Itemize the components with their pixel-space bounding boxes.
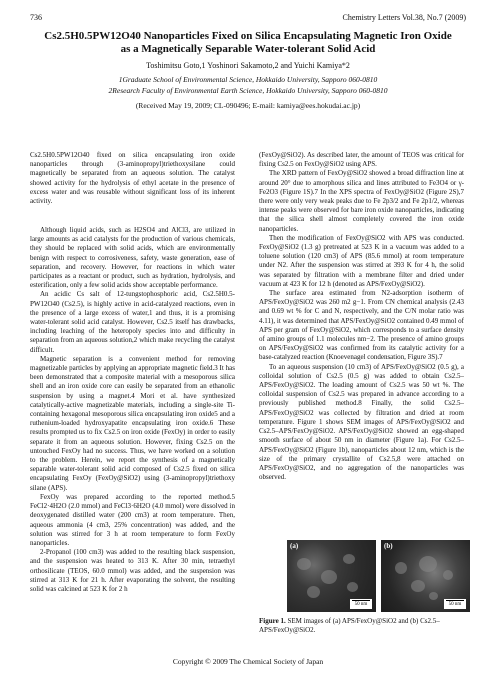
paragraph: To an aqueous suspension (10 cm3) of APS/FexOy@SiO2 (0.5 g), a colloidal solution of Cs2.5 (0.5 g) was added to obtain Cs2.5–APS/FexOy@SiO2. The loading amount of Cs2.5 was 50 wt %. The colloidal suspension of Cs2.5 was prepared in advance according to a previously published method.8 Finally, the solid Cs2.5–APS/FexOy@SiO2 was collected by filtration and dried at room temperature. Figure 1 shows SEM images of APS/FexOy@SiO2 and Cs2.5–APS/FexOy@SiO2. APS/FexOy@SiO2 showed an egg-shaped smooth surface of about 50 nm in diameter (Figure 1a). For Cs2.5–APS/FexOy@SiO2 (Figure 1b), nanoparticles about 12 nm, which is the size of the primary crystallite of Cs2.5,8 were attached on APS/FexOy@SiO2, and no aggregation of the nanoparticles was observed. [259,362,464,482]
paragraph: The XRD pattern of FexOy@SiO2 showed a broad diffraction line at around 20° due to amorphous silica and lines attributed to Fe3O4 or γ-Fe2O3 (Figure 1S).7 In the XPS spectra of FexOy@SiO2 (Figure 2S),7 there were only very weak peaks due to Fe 2p3/2 and Fe 2p1/2, whereas intense peaks were observed for bare iron oxide nanoparticles, indicating that the silica shell almost completely covered the iron oxide nanoparticles. [259,169,464,233]
article-title [30,30,466,56]
scale-bar-a: 50 nm [350,599,372,609]
paragraph: Magnetic separation is a convenient method for removing magnetizable particles by applying an appropriate magnetic field.3 It has been demonstrated that a composite material with a mesoporous silica shell and an iron oxide core can easily be separated from an ethanolic suspension by using a magnet.4 Mori et al. have synthesized catalytically-active magnetizable materials, including a single-site Ti-containing hexagonal mesoporous silica encapsulating iron oxide5 and a ruthenium-loaded hydroxyapatite encapsulating iron oxide.6 These results prompted us to fix Cs2.5 on iron oxide (FexOy) in order to easily separate it from an aqueous solution. However, fixing Cs2.5 on the untouched FexOy had no success. Thus, we have worked on a solution to the problem. Herein, we report the synthesis of a magnetically separable water-tolerant solid acid composed of Cs2.5 fixed on silica encapsulating FexOy (FexOy@SiO2) using (3-aminopropyl)triethoxy silane (APS). [30,354,235,492]
panel-label-a: (a) [290,542,299,550]
journal-citation: Chemistry Letters Vol.38, No.7 (2009) [342,13,466,22]
figure-1 [287,540,470,612]
paragraph: (FexOy@SiO2). As described later, the amount of TEOS was critical for fixing Cs2.5 on FexOy@SiO2 using APS. [259,151,464,169]
left-column [30,226,235,638]
author-list: Toshimitsu Goto,1 Yoshinori Sakamoto,2 and Yuichi Kamiya*2 [146,61,350,70]
paragraph: Although liquid acids, such as H2SO4 and AlCl3, are utilized in large amounts as acid catalysts for the production of various chemicals, they should be replaced with solid acids, which are environmentally benign with respect to corrosiveness, safety, waste generation, ease of separation, and recovery. However, for reactions in which water participates as a reactant or product, such as hydration, hydrolysis, and esterification, only a few solid acids show acceptable performance. [30,226,235,290]
title-line-1: Cs2.5H0.5PW12O40 Nanoparticles Fixed on Silica Encapsulating Magnetic Iron Oxide [44,30,452,42]
paragraph: 2-Propanol (100 cm3) was added to the resulting black suspension, and the suspension was heated to 313 K. After 30 min, tetraethyl orthosilicate (TEOS, 60.0 mmol) was added, and the suspension was stirred at 313 K for 21 h. After evaporating the solvent, the resulting solid was calcined at 523 K for 2 h [30,548,235,593]
paragraph: Then the modification of FexOy@SiO2 with APS was conducted. FexOy@SiO2 (1.3 g) pretreated at 523 K in a vacuum was added to a toluene solution (120 cm3) of APS (85.6 mmol) at room temperature under N2. After the suspension was stirred at 393 K for 4 h, the solid was separated by filtration with a membrane filter and dried under vacuum at 423 K for 12 h (denoted as APS/FexOy@SiO2). [259,233,464,288]
caption-text: SEM images of (a) APS/FexOy@SiO2 and (b) Cs2.5–APS/FexOy@SiO2. [259,617,440,634]
right-column [259,151,464,531]
title-line-2: as a Magnetically Separable Water-tolerant Solid Acid [120,43,376,55]
figure-caption [259,617,469,635]
copyright-footer: Copyright © 2009 The Chemical Society of Japan [172,657,324,666]
paragraph: An acidic Cs salt of 12-tungstophosphoric acid, Cs2.5H0.5-PW12O40 (Cs2.5), is highly active in acid-catalyzed reactions, even in the presence of a large excess of water,1 and thus, it is a promising water-tolerant solid acid catalyst. However, Cs2.5 itself has drawbacks, including leaching of the heteropoly species into and difficulty in separation from an aqueous solution,2 which make recycling the catalyst difficult. [30,290,235,354]
page-number: 736 [30,13,42,22]
caption-label: Figure 1. [259,617,286,625]
sem-image-a [287,540,376,612]
scale-bar-b: 50 nm [444,599,466,609]
affiliation-2: 2Research Faculty of Environmental Earth Science, Hokkaido University, Sapporo 060-0810 [108,86,388,95]
abstract: Cs2.5H0.5PW12O40 fixed on silica encapsulating iron oxide nanoparticles through (3-aminopropyl)triethoxysilane could magnetically be separated from an aqueous solution. The catalyst showed activity for the hydrolysis of ethyl acetate in the presence of excess water and was reusable without significant loss of its inherent activity. [30,151,235,206]
sem-image-b [381,540,470,612]
affiliation-1: 1Graduate School of Environmental Science, Hokkaido University, Sapporo 060-0810 [118,75,378,84]
paragraph: FexOy was prepared according to the reported method.5 FeCl2·4H2O (2.0 mmol) and FeCl3·6H2O (4.0 mmol) were dissolved in deoxygenated distilled water (200 cm3) at room temperature. Then, aqueous ammonia (4 cm3, 25% concentration) was added, and the solution was stirred for 3 h at room temperature to form FexOy nanoparticles. [30,492,235,547]
received-line: (Received May 19, 2009; CL-090496; E-mail: kamiya@ees.hokudai.ac.jp) [135,101,361,110]
panel-label-b: (b) [384,542,393,550]
paragraph: The surface area estimated from N2-adsorption isotherm of APS/FexOy@SiO2 was 260 m2 g−1. From CN chemical analysis (2.43 and 0.69 wt % for C and N, respectively, and the C/N molar ratio was 4.11), it was determined that APS/FexOy@SiO2 contained 0.49 mmol of APS per gram of FexOy@SiO2, which corresponds to a surface density of amino groups of 1.1 molecules nm−2. The presence of amino groups on APS/FexOy@SiO2 was confirmed from its catalytic activity for a base-catalyzed reaction (Knoevenagel condensation, Figure 3S).7 [259,289,464,362]
